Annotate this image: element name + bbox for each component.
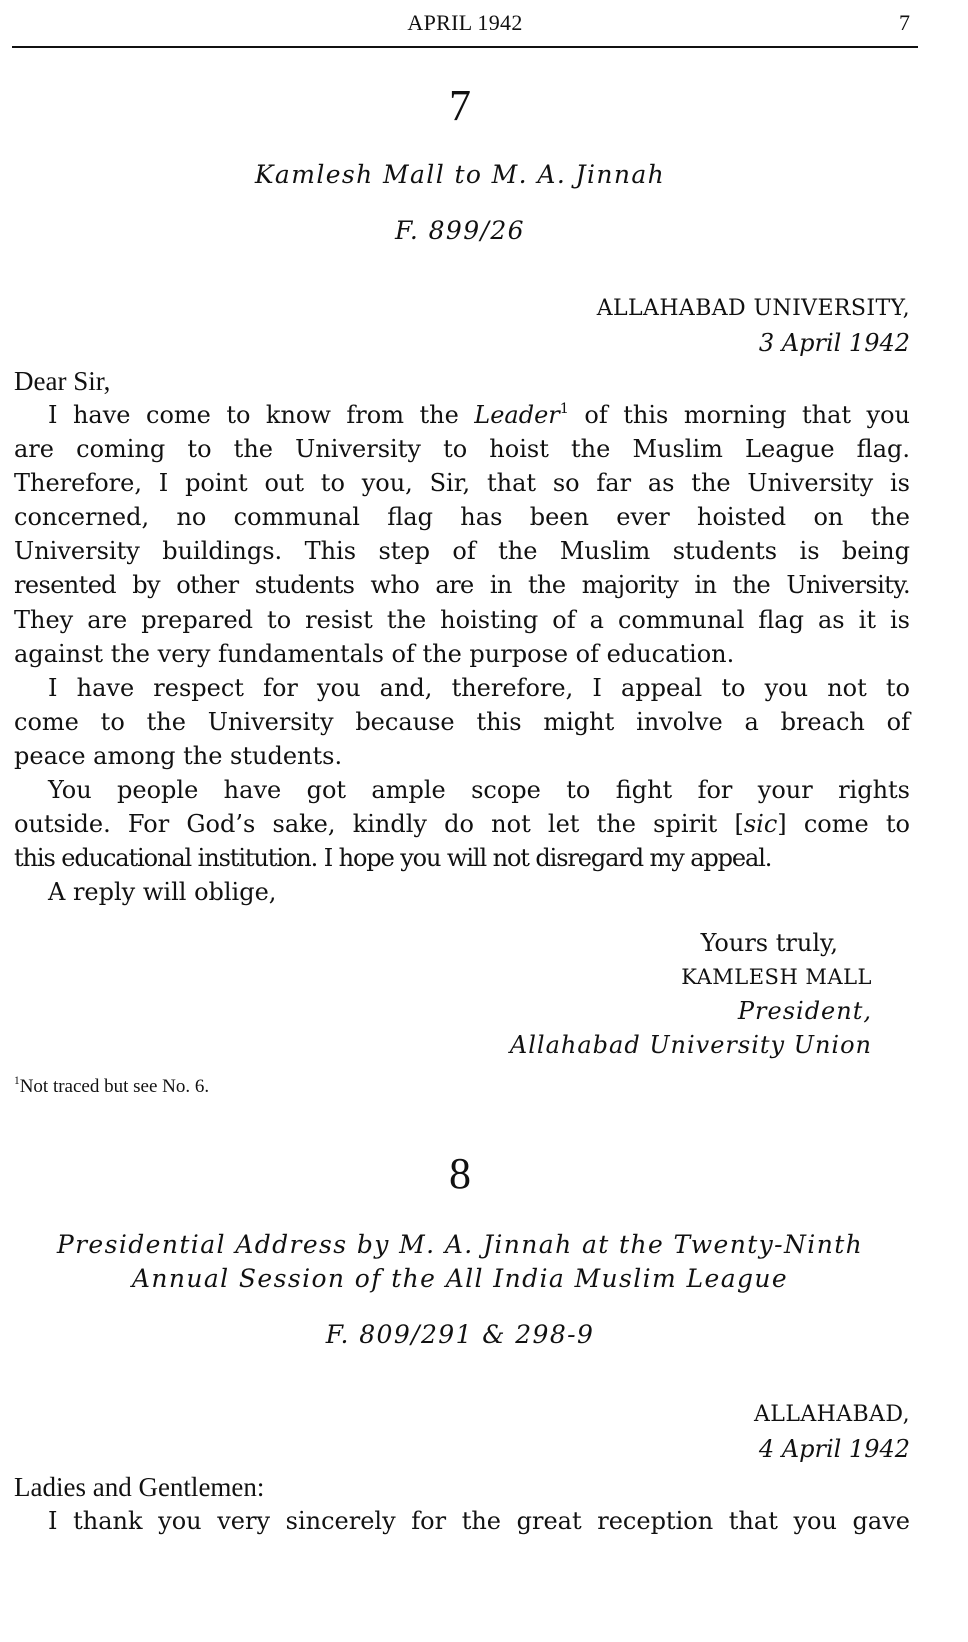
body-line: Therefore, I point out to you, Sir, that so far as the University is bbox=[14, 469, 910, 498]
body-line: concerned, no communal flag has been ever hoisted on the bbox=[14, 503, 910, 532]
body-line: I have respect for you and, therefore, I appeal to you not to bbox=[48, 673, 910, 702]
body-line: peace among the students. bbox=[14, 741, 343, 770]
doc-8-place: ALLAHABAD, bbox=[754, 1402, 910, 1427]
text-run: outside. For God’s sake, kindly do not let the spirit [ bbox=[14, 810, 744, 839]
italic-run: Leader bbox=[474, 401, 560, 429]
body-line: University buildings. This step of the Muslim students is being bbox=[14, 537, 910, 566]
doc-8-salutation: Ladies and Gentlemen: bbox=[14, 1472, 265, 1502]
doc-7-number: 7 bbox=[449, 81, 471, 130]
doc-8-body bbox=[14, 1504, 910, 1538]
body-line: I thank you very sincerely for the great reception that you gave bbox=[48, 1507, 910, 1535]
text-run: ] come to bbox=[777, 810, 910, 839]
doc-7-signoff bbox=[510, 926, 872, 1062]
doc-7-body bbox=[14, 398, 910, 909]
footnote-text: Not traced but see No. 6. bbox=[19, 1076, 210, 1097]
doc-7-file-ref: F. 899/26 bbox=[395, 216, 525, 245]
doc-7-salutation: Dear Sir, bbox=[14, 366, 111, 396]
body-line: You people have got ample scope to fight for your rights bbox=[48, 776, 910, 805]
header-rule bbox=[12, 46, 918, 48]
body-line: are coming to the University to hoist the Muslim League flag. bbox=[14, 435, 910, 464]
page-number: 7 bbox=[899, 10, 910, 35]
doc-7-title: Kamlesh Mall to M. A. Jinnah bbox=[254, 160, 666, 189]
body-line bbox=[14, 398, 910, 432]
text-run: of this morning that you bbox=[568, 401, 910, 429]
doc-8-number: 8 bbox=[449, 1149, 471, 1198]
doc-8-place-date bbox=[754, 1398, 910, 1466]
doc-7-place-date bbox=[597, 292, 910, 360]
running-head-title: APRIL 1942 bbox=[407, 10, 523, 35]
footnote bbox=[14, 1076, 209, 1098]
running-head bbox=[12, 8, 918, 38]
doc-8-title-line-2: Annual Session of the All India Muslim League bbox=[131, 1264, 789, 1293]
body-line: They are prepared to resist the hoisting of a communal flag as it is bbox=[14, 605, 910, 634]
body-line: A reply will oblige, bbox=[48, 878, 277, 907]
body-line: against the very fundamentals of the purpose of education. bbox=[14, 639, 735, 668]
doc-7-date: 3 April 1942 bbox=[758, 329, 910, 357]
footnote-mark: 1 bbox=[14, 1075, 20, 1088]
doc-8-file-ref: F. 809/291 & 298-9 bbox=[325, 1320, 595, 1349]
doc-8-date: 4 April 1942 bbox=[758, 1435, 910, 1463]
closing: Yours truly, bbox=[700, 929, 838, 957]
body-line: come to the University because this might involve a breach of bbox=[14, 707, 910, 736]
text-run: I have come to know from the bbox=[48, 401, 475, 429]
footnote-ref: 1 bbox=[559, 400, 569, 417]
body-line bbox=[14, 807, 910, 841]
signatory-title: President, bbox=[737, 997, 872, 1025]
signatory-org: Allahabad University Union bbox=[509, 1031, 872, 1059]
signatory-name: KAMLESH MALL bbox=[681, 965, 872, 989]
doc-7-place: ALLAHABAD UNIVERSITY, bbox=[596, 296, 910, 321]
italic-run: sic bbox=[743, 810, 778, 839]
body-line: this educational institution. I hope you will not disregard my appeal. bbox=[14, 844, 772, 873]
doc-8-title-line-1: Presidential Address by M. A. Jinnah at the Twenty-Ninth bbox=[56, 1230, 864, 1259]
body-line: resented by other students who are in the majority in the University. bbox=[14, 571, 910, 600]
